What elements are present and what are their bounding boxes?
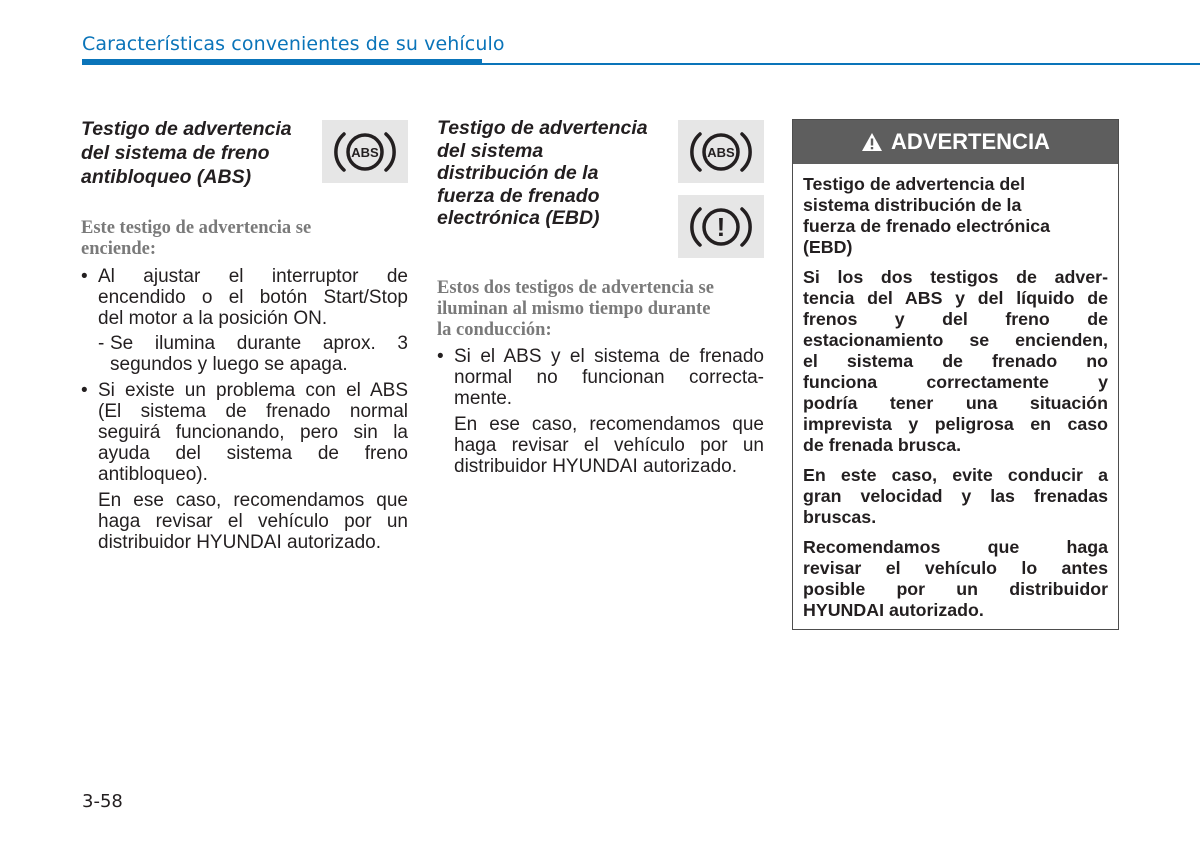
text-line: distribuidor HYUNDAI autorizado. <box>98 532 382 553</box>
page-header-title: Características convenientes de su vehículo <box>82 33 505 55</box>
text-line: seguirá funcionando, pero sin la <box>98 422 408 443</box>
text-line: En este caso, evite conducir a <box>803 465 1108 485</box>
abs-section-title <box>81 117 321 189</box>
ebd-section-title <box>437 117 677 230</box>
text-line: distribuidor HYUNDAI autorizado. <box>454 456 738 477</box>
text-line: segundos y luego se apaga. <box>110 354 348 375</box>
paragraph <box>81 490 408 553</box>
text-line: podría tener una situación <box>803 393 1108 413</box>
list-item <box>437 346 764 409</box>
warning-heading: ADVERTENCIA <box>891 129 1050 154</box>
warning-paragraph <box>803 174 1108 258</box>
title-line: fuerza de frenado <box>437 184 600 207</box>
bullet-mark: • <box>81 266 88 287</box>
text-line: Si los dos testigos de adver- <box>803 267 1108 287</box>
text-line: el sistema de frenado no <box>803 351 1108 371</box>
text-line: encendido o el botón Start/Stop <box>98 287 408 308</box>
text-line: funciona correctamente y <box>803 372 1108 392</box>
title-line: electrónica (EBD) <box>437 207 600 229</box>
warning-triangle-icon <box>861 132 883 152</box>
abs-icon-label: ABS <box>351 144 379 160</box>
intro-line: iluminan al mismo tiempo durante <box>437 299 711 319</box>
ebd-intro <box>437 278 777 341</box>
ebd-body <box>437 346 764 477</box>
text-line: Recomendamos que haga <box>803 537 1108 557</box>
paragraph <box>437 414 764 477</box>
warning-paragraph <box>803 465 1108 528</box>
text-line: Testigo de advertencia del <box>803 174 1026 194</box>
title-line: Testigo de advertencia <box>81 118 292 140</box>
text-line: ayuda del sistema de freno <box>98 443 408 464</box>
text-line: de frenada brusca. <box>803 435 962 455</box>
warning-box <box>792 119 1119 630</box>
text-line: imprevista y peligrosa en caso <box>803 414 1108 434</box>
page-number: 3-58 <box>82 791 123 812</box>
text-line: En ese caso, recomendamos que <box>98 490 408 511</box>
title-line: antibloqueo (ABS) <box>81 166 252 188</box>
text-line: (El sistema de frenado normal <box>98 401 408 422</box>
list-subitem <box>81 333 408 375</box>
text-line: (EBD) <box>803 237 853 257</box>
text-line: fuerza de frenado electrónica <box>803 216 1051 236</box>
warning-paragraph <box>803 267 1108 456</box>
text-line: haga revisar el vehículo por un <box>98 511 408 532</box>
text-line: Al ajustar el interruptor de <box>98 266 408 287</box>
title-line: distribución de la <box>437 162 599 184</box>
text-line: estacionamiento se encienden, <box>803 330 1108 350</box>
text-line: normal no funcionan correcta- <box>454 367 764 388</box>
dash-mark: - <box>98 333 105 354</box>
text-line: frenos y del freno de <box>803 309 1108 329</box>
abs-body <box>81 266 408 553</box>
brake-warning-icon <box>678 195 764 258</box>
abs-warning-icon <box>322 120 408 183</box>
intro-line: la conducción: <box>437 320 552 340</box>
intro-line: enciende: <box>81 239 157 259</box>
text-line: En ese caso, recomendamos que <box>454 414 764 435</box>
text-line: sistema distribución de la <box>803 195 1022 215</box>
title-line: del sistema <box>437 139 544 162</box>
bullet-mark: • <box>437 346 444 367</box>
text-line: mente. <box>454 388 513 409</box>
warning-body <box>793 164 1118 621</box>
text-line: del motor a la posición ON. <box>98 308 328 329</box>
intro-line: Este testigo de advertencia se <box>81 218 312 238</box>
text-line: antibloqueo). <box>98 464 208 485</box>
abs-intro <box>81 218 411 260</box>
warning-paragraph <box>803 537 1108 621</box>
list-item <box>81 266 408 329</box>
text-line: HYUNDAI autorizado. <box>803 600 984 620</box>
title-line: del sistema de freno <box>81 142 270 164</box>
text-line: tencia del ABS y del líquido de <box>803 288 1108 308</box>
header-rule-thin <box>482 63 1200 65</box>
text-line: Se ilumina durante aprox. 3 <box>110 333 408 354</box>
text-line: bruscas. <box>803 507 877 527</box>
text-line: haga revisar el vehículo por un <box>454 435 764 456</box>
abs-icon-label: ABS <box>707 144 735 160</box>
abs-warning-icon <box>678 120 764 183</box>
text-line: gran velocidad y las frenadas <box>803 486 1108 506</box>
text-line: Si existe un problema con el ABS <box>98 380 408 401</box>
header-rule-thick <box>82 59 482 65</box>
bullet-mark: • <box>81 380 88 401</box>
list-item <box>81 380 408 485</box>
text-line: Si el ABS y el sistema de frenado <box>454 346 764 367</box>
text-line: revisar el vehículo lo antes <box>803 558 1108 578</box>
warning-header <box>793 120 1118 164</box>
text-line: posible por un distribuidor <box>803 579 1108 599</box>
intro-line: Estos dos testigos de advertencia se <box>437 278 714 298</box>
brake-icon-label: ! <box>716 211 726 242</box>
title-line: Testigo de advertencia <box>437 117 648 139</box>
